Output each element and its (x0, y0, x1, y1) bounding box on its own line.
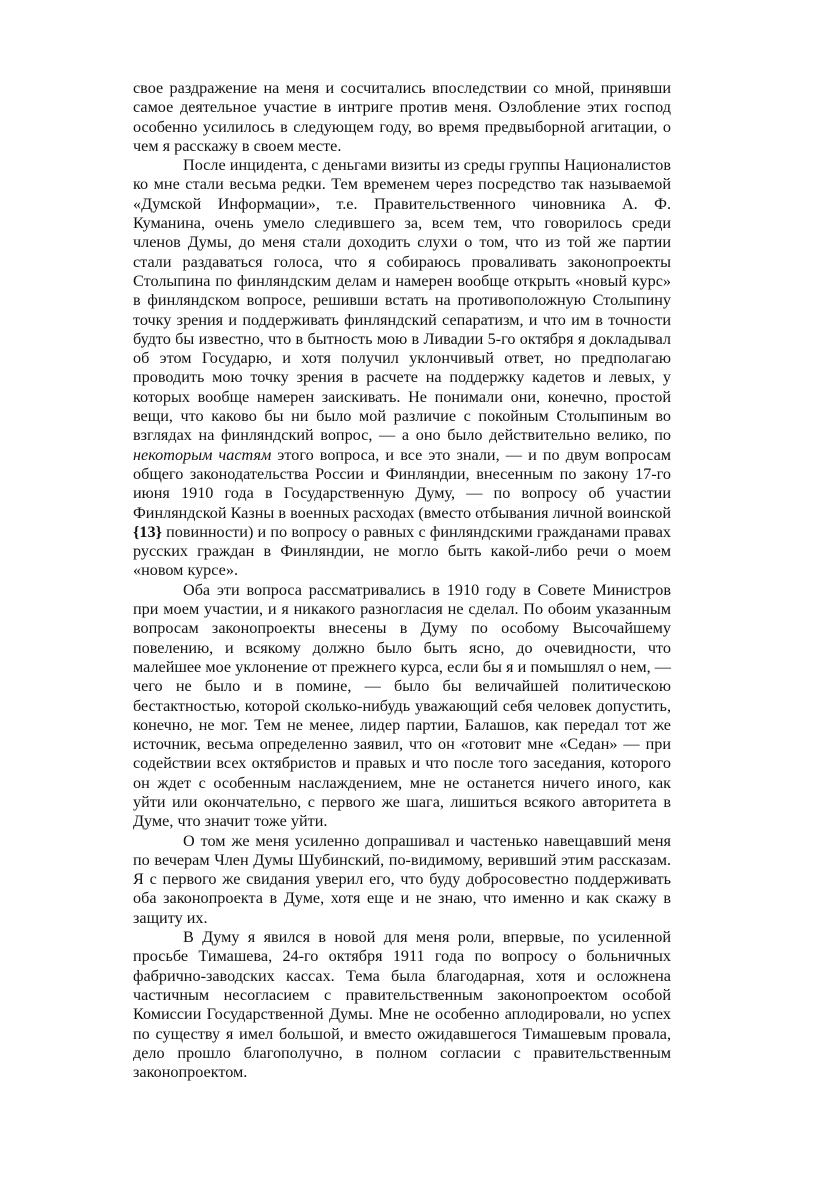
paragraph-3-text: Оба эти вопроса рассматривались в 1910 году в Совете Министров при моем участии, и я никакого разногласия не сделал. По обоим указанным вопросам законопроекты внесены в Думу по особому Высочайшему повелению, и всякому должно было быть ясно, до очевидности, что малейшее мое уклонение от прежнего курса, если бы я и помышлял о нем, — чего не было и в помине, — было бы величайшей политическою бестактностью, которой сколько-нибудь уважающий себя человек допустить, конечно, не мог. Тем не менее, лидер партии, Балашов, как передал тот же источник, весьма определенно заявил, что он «готовит мне «Седан» — при содействии всех октябристов и правых и что после того заседания, которого он ждет с особенным наслаждением, мне не останется ничего иного, как уйти или окончательно, с первого же шага, лишиться всякого авторитета в Думе, что значит тоже уйти. (133, 580, 671, 831)
paragraph-2 (133, 156, 671, 581)
page-number-marker: {13} (133, 522, 162, 541)
document-body (133, 79, 671, 1082)
paragraph-4 (133, 832, 671, 928)
paragraph-4-text: О том же меня усиленно допрашивал и частенько навещавший меня по вечерам Член Думы Шубинский, по-видимому, веривший этим рассказам. Я с первого же свидания уверил его, что буду добросовестно поддерживать оба законопроекта в Думе, хотя еще и не знаю, что именно и как скажу в защиту их. (133, 831, 671, 927)
paragraph-1-text: свое раздражение на меня и сосчитались впоследствии со мной, принявши самое деятельное участие в интриге против меня. Озлобление этих господ особенно усилилось в следующем году, во время предвыборной агитации, о чем я расскажу в своем месте. (133, 79, 671, 155)
paragraph-3 (133, 581, 671, 832)
paragraph-1 (133, 79, 671, 156)
paragraph-5 (133, 928, 671, 1082)
paragraph-2-text-c: повинности) и по вопросу о равных с финляндскими гражданами правах русских граждан в Финляндии, не могло быть какой-либо речи о моем «новом курсе». (133, 522, 671, 580)
italic-phrase: некоторым частям (133, 445, 272, 464)
paragraph-2-text-a: После инцидента, с деньгами визиты из среды группы Националистов ко мне стали весьма редки. Тем временем через посредство так называемой «Думской Информации», т.е. Правительственного чиновника А. Ф. Куманина, очень умело следившего за, всем тем, что говорилось среди членов Думы, до меня стали доходить слухи о том, что из той же партии стали раздаваться голоса, что я собираюсь проваливать законопроекты Столыпина по финляндским делам и намерен вообще открыть «новый курс» в финляндском вопросе, решивши встать на противоположную Столыпину точку зрения и поддерживать финляндский сепаратизм, и что им в точности будто бы известно, что в бытность мою в Ливадии 5-го октября я докладывал об этом Государю, и хотя получил уклончивый ответ, но предполагаю проводить мою точку зрения в расчете на поддержку кадетов и левых, у которых вообще намерен заискивать. Не понимали они, конечно, простой вещи, что каково бы ни было мой различие с покойным Столыпиным во взглядах на финляндский вопрос, — а оно было действительно велико, по (133, 156, 671, 445)
paragraph-5-text: В Думу я явился в новой для меня роли, впервые, по усиленной просьбе Тимашева, 24-го октября 1911 года по вопросу о больничных фабрично-заводских кассах. Тема была благодарная, хотя и осложнена частичным несогласием с правительственным законопроектом особой Комиссии Государственной Думы. Мне не особенно аплодировали, но успех по существу я имел большой, и вместо ожидавшегося Тимашевым провала, дело прошло благополучно, в полном согласии с правительственным законопроектом. (133, 928, 671, 1082)
paragraph-2-text-b: этого вопроса, и все это знали, — и по двум вопросам общего законодательства России и Финляндии, внесенным по закону 17-го июня 1910 года в Государственную Думу, — по вопросу об участии Финляндской Казны в военных расходах (вместо отбывания личной воинской (133, 445, 671, 522)
